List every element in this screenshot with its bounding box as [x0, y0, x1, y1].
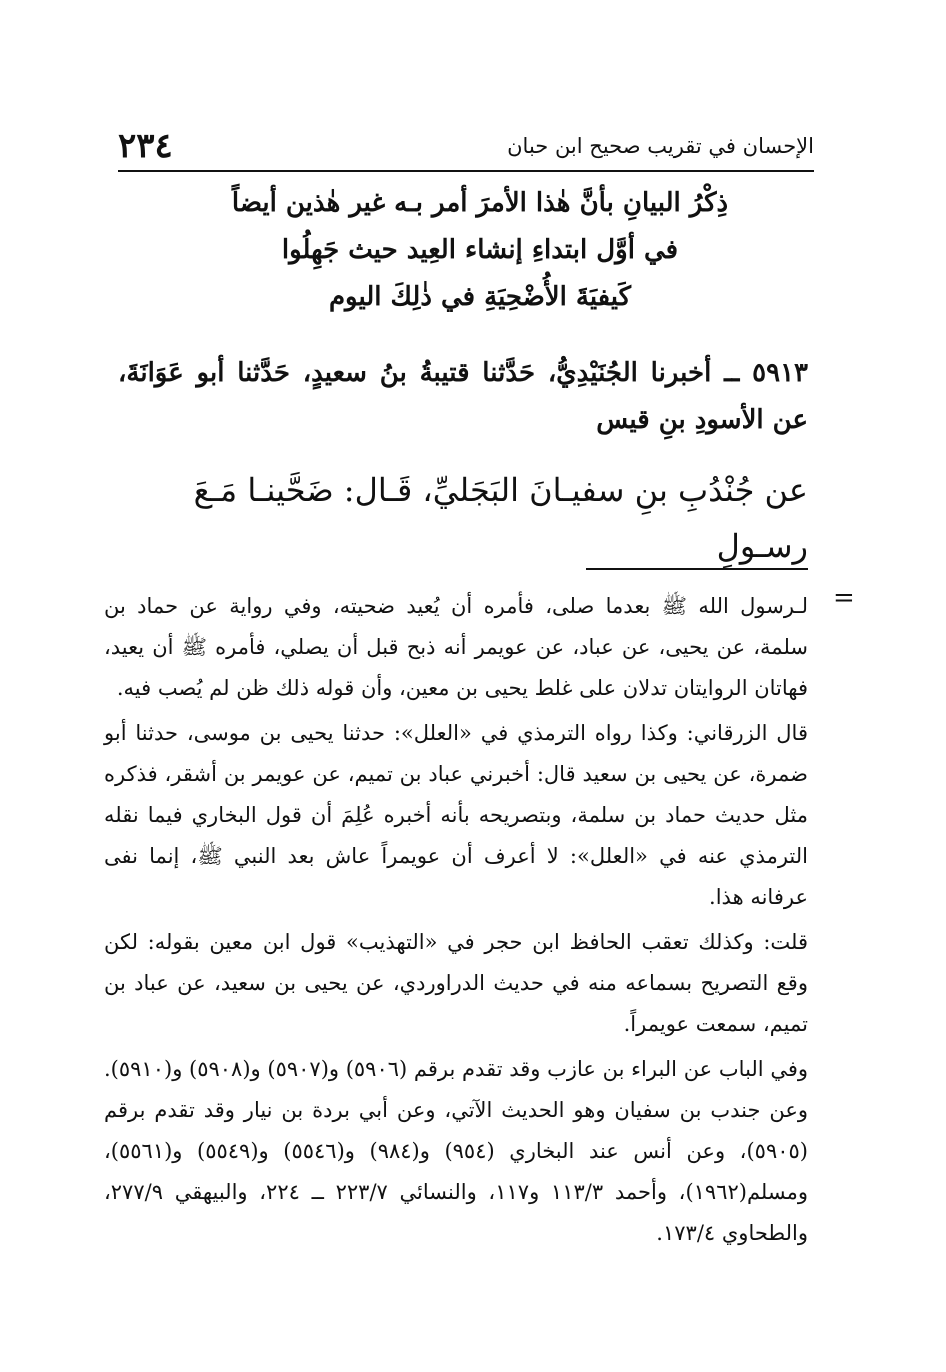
hadith-matn: عن جُنْدُبِ بنِ سفيـانَ البَجَليِّ، قَـال: ضَحَّينـا مَـعَ رسـولِ	[193, 471, 808, 565]
chapter-heading	[160, 180, 800, 321]
continuation-mark: =	[833, 583, 855, 613]
page-number: ٢٣٤	[118, 126, 173, 166]
footnote-paragraph: وفي الباب عن البراء بن عازب وقد تقدم برقم (٥٩٠٦) و(٥٩٠٧) و(٥٩٠٨) و(٥٩١٠). وعن جندب بن سفيان وهو الحديث الآتي، وعن أبي بردة بن نيار وقد تقدم برقم (٥٩٠٥)، وعن أنس عند البخاري (٩٥٤) و(٩٨٤) و(٥٥٤٦) و(٥٥٤٩) و(٥٥٦١)، ومسلم(١٩٦٢)، وأحمد ١١٣/٣ و١١٧، والنسائي ٢٢٣/٧ ــ ٢٢٤، والبيهقي ٢٧٧/٩، والطحاوي ١٧٣/٤.	[104, 1057, 809, 1245]
footnote-separator	[586, 568, 808, 570]
hadith-isnad	[118, 350, 808, 444]
footnote-paragraph: لـرسول الله ﷺ بعدما صلى، فأمره أن يُعيد ضحيته، وفي رواية عن حماد بن سلمة، عن يحيى، عن عباد، عن عويمر أنه ذبح قبل أن يصلي، فأمره ﷺ أن يعيد، فهاتان الروايتان تدلان على غلط يحيى بن معين، وأن قوله ذلك ظن لم يُصب فيه.	[104, 594, 808, 700]
footnotes	[104, 586, 808, 1258]
footnote-paragraph: قال الزرقاني: وكذا رواه الترمذي في «العلل»: حدثنا يحيى بن موسى، حدثنا أبو ضمرة، عن يحيى بن سعيد قال: أخبرني عباد بن تميم، عن عويمر بن أشقر، فذكره مثل حديث حماد بن سلمة، وبتصريحه بأنه أخبره عُلِمَ أن قول البخاري فيما نقله الترمذي عنه في «العلل»: لا أعرف أن عويمراً عاش بعد النبي ﷺ، إنما نفى عرفانه هذا.	[104, 721, 808, 909]
hadith-number-and-isnad: ٥٩١٣ ــ أخبرنا الجُنَيْدِيُّ، حَدَّثنا قتيبةُ بنُ سعيدٍ، حَدَّثنا أبو عَوَانَةَ، عن الأسودِ بنِ قيس	[118, 358, 808, 435]
book-title: الإحسان في تقريب صحيح ابن حبان	[507, 134, 814, 158]
running-header	[118, 124, 814, 168]
chapter-heading-line: ذِكْرُ البيانِ بأنَّ هٰذا الأمرَ أمر بـه غير هٰذين أيضاً	[231, 188, 729, 218]
header-rule	[118, 170, 814, 172]
footnote-paragraph: قلت: وكذلك تعقب الحافظ ابن حجر في «التهذيب» قول ابن معين بقوله: لكن وقع التصريح بسماعه منه في حديث الدراوردي، عن يحيى بن سعيد، عن عباد بن تميم، سمعت عويمراً.	[104, 930, 808, 1036]
chapter-heading-line: في أوَّل ابتداءِ إنشاء العِيد حيث جَهِلُوا	[281, 235, 679, 265]
chapter-heading-line: كَيفيَةَ الأُضْحِيَةِ في ذٰلِكَ اليوم	[328, 282, 632, 312]
